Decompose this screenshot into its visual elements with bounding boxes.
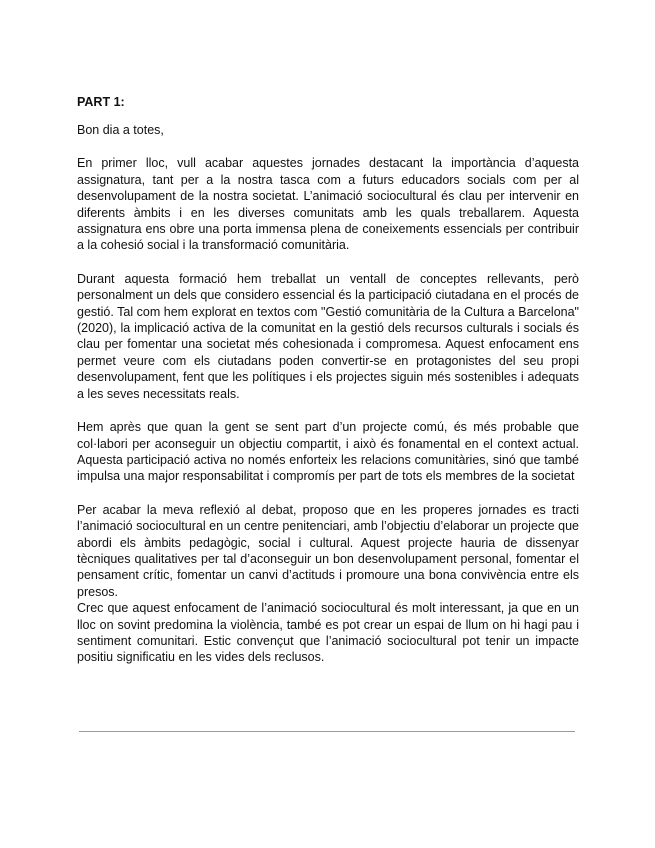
paragraph-proposal: Per acabar la meva reflexió al debat, proposo que en les properes jornades es tracti l’animació sociocultural en un centre penitenciari, amb l’objectiu d’elaborar un projecte que abordi els àmbits pedagògic, social i cultural. Aquest projecte hauria de dissenyar tècniques qualitatives per tal d’aconseguir un bon desenvolupament personal, fomentar el pensament crític, fomentar un canvi d’actituds i promoure una bona convivència entre els presos.: [77, 502, 579, 599]
paragraph-conclusion: Crec que aquest enfocament de l’animació sociocultural és molt interessant, ja que en un lloc on sovint predomina la violència, també es pot crear un espai de llum on hi hagi pau i sentiment comunitari. Estic convençut que l’animació sociocultural pot tenir un impacte positiu significatiu en les vides dels reclusos.: [77, 601, 579, 665]
paragraph-participation: Durant aquesta formació hem treballat un ventall de conceptes rellevants, però personalment un dels que considero essencial és la participació ciutadana en el procés de gestió. Tal com hem explorat en textos com "Gestió comunitària de la Cultura a Barcelona" (2020), la implicació activa de la comunitat en la gestió dels recursos culturals i socials és clau per fomentar una societat més cohesionada i compromesa. Aquest enfocament ens permet veure com els ciutadans poden convertir-se en protagonistes del seu propi desenvolupament, fent que les polítiques i els projectes siguin més sostenibles i adequats a les seves necessitats reals.: [77, 271, 579, 401]
section-heading: PART 1:: [77, 95, 125, 109]
greeting: Bon dia a totes,: [77, 123, 164, 137]
paragraph-intro: En primer lloc, vull acabar aquestes jornades destacant la importància d’aquesta assignatura, tant per a la nostra tasca com a futurs educadors socials com per al desenvolupament de la nostra societat. L’animació sociocultural és clau per intervenir en diferents àmbits i en les diverses comunitats amb les quals treballarem. Aquesta assignatura ens obre una porta immensa plena de coneixements essencials per contribuir a la cohesió social i la transformació comunitària.: [77, 156, 579, 253]
horizontal-divider: [79, 731, 575, 732]
document-body: [77, 94, 579, 666]
paragraph-community: Hem après que quan la gent se sent part d’un projecte comú, és més probable que col·labori per aconseguir un objectiu compartit, i això és fonamental en el context actual. Aquesta participació activa no només enforteix les relacions comunitàries, sinó que també impulsa una major responsabilitat i compromís per part de tots els membres de la societat: [77, 420, 579, 484]
